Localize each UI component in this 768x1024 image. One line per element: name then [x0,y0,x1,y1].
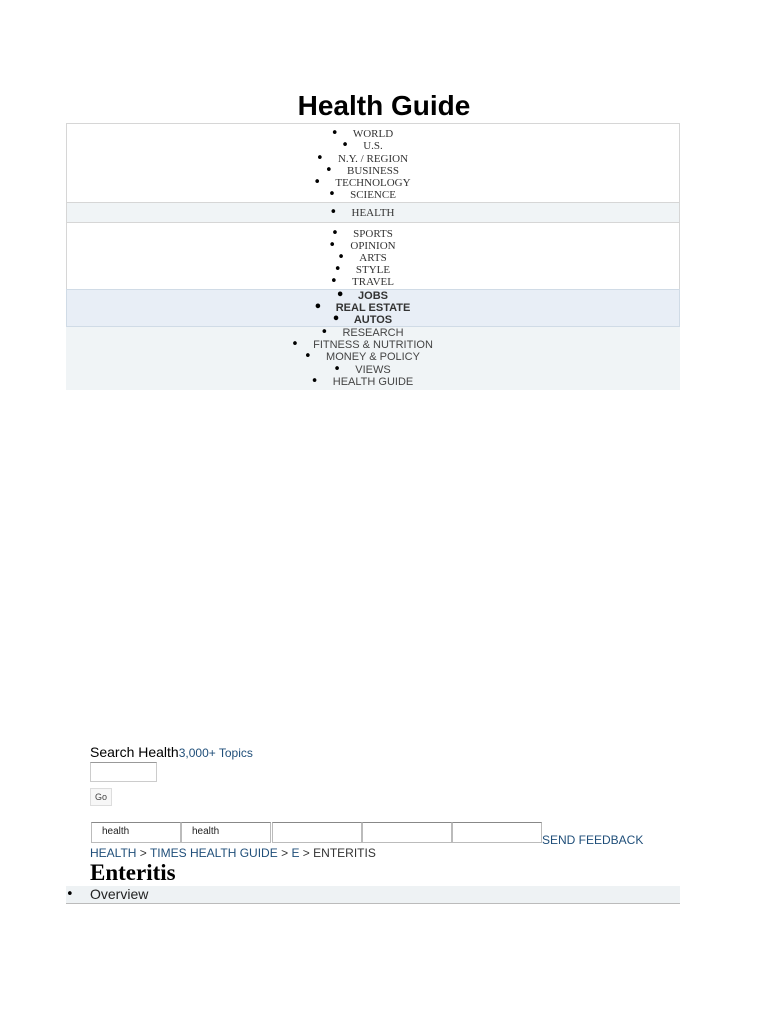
nav-item-technology[interactable]: • TECHNOLOGY [67,177,679,189]
breadcrumb-times-health-guide[interactable]: TIMES HEALTH GUIDE [149,846,278,860]
main-nav [66,123,680,203]
breadcrumb-separator: > [302,846,310,860]
tab-box-1[interactable]: health [91,822,181,843]
nav-item-style[interactable]: • STYLE [67,264,679,276]
nav-item-us[interactable]: • U.S. [67,140,679,152]
health-subnav [66,327,680,390]
breadcrumb-health[interactable]: HEALTH [90,846,137,860]
article-title: Enteritis [90,860,176,885]
subnav-item-views[interactable]: • VIEWS [66,364,680,376]
tab-box-3[interactable] [272,822,362,843]
nav-item-real-estate[interactable]: • REAL ESTATE [67,302,679,314]
nav-item-science[interactable]: • SCIENCE [67,189,679,201]
topics-link[interactable]: 3,000+ Topics [178,746,253,760]
nav-item-opinion[interactable]: • OPINION [67,240,679,252]
nav-item-health[interactable]: • HEALTH [67,207,679,219]
subnav-item-research[interactable]: • RESEARCH [66,327,680,339]
nav-item-world[interactable]: • WORLD [67,128,679,140]
search-heading [90,744,253,761]
more-nav [66,223,680,290]
nav-item-jobs[interactable]: • JOBS [67,290,679,302]
tab-box-4[interactable] [362,822,452,843]
search-input[interactable] [90,762,157,782]
tab-box-5[interactable] [452,822,542,843]
nav-item-business[interactable]: • BUSINESS [67,165,679,177]
breadcrumb-e[interactable]: E [291,846,300,860]
subnav-item-health-guide[interactable]: • HEALTH GUIDE [66,376,680,388]
nav-item-autos[interactable]: • AUTOS [67,314,679,326]
search-label: Search Health [90,744,179,760]
subnav-item-money-policy[interactable]: • MONEY & POLICY [66,351,680,363]
page-title: Health Guide [297,90,471,121]
breadcrumb-separator: > [281,846,289,860]
nav-item-travel[interactable]: • TRAVEL [67,276,679,288]
classifieds-nav [66,289,680,327]
nav-item-ny-region[interactable]: • N.Y. / REGION [67,153,679,165]
bullet-icon: • [66,887,74,902]
section-tab-label: Overview [90,886,149,902]
nav-item-sports[interactable]: • SPORTS [67,228,679,240]
subnav-item-fitness-nutrition[interactable]: • FITNESS & NUTRITION [66,339,680,351]
nav-health-row [66,202,680,223]
send-feedback-link[interactable]: SEND FEEDBACK [542,833,644,847]
nav-item-arts[interactable]: • ARTS [67,252,679,264]
go-button[interactable]: Go [90,788,112,806]
breadcrumb-current: ENTERITIS [313,846,376,860]
section-tab-overview[interactable] [66,886,680,904]
tab-box-2[interactable]: health [181,822,271,843]
breadcrumb-separator: > [139,846,147,860]
